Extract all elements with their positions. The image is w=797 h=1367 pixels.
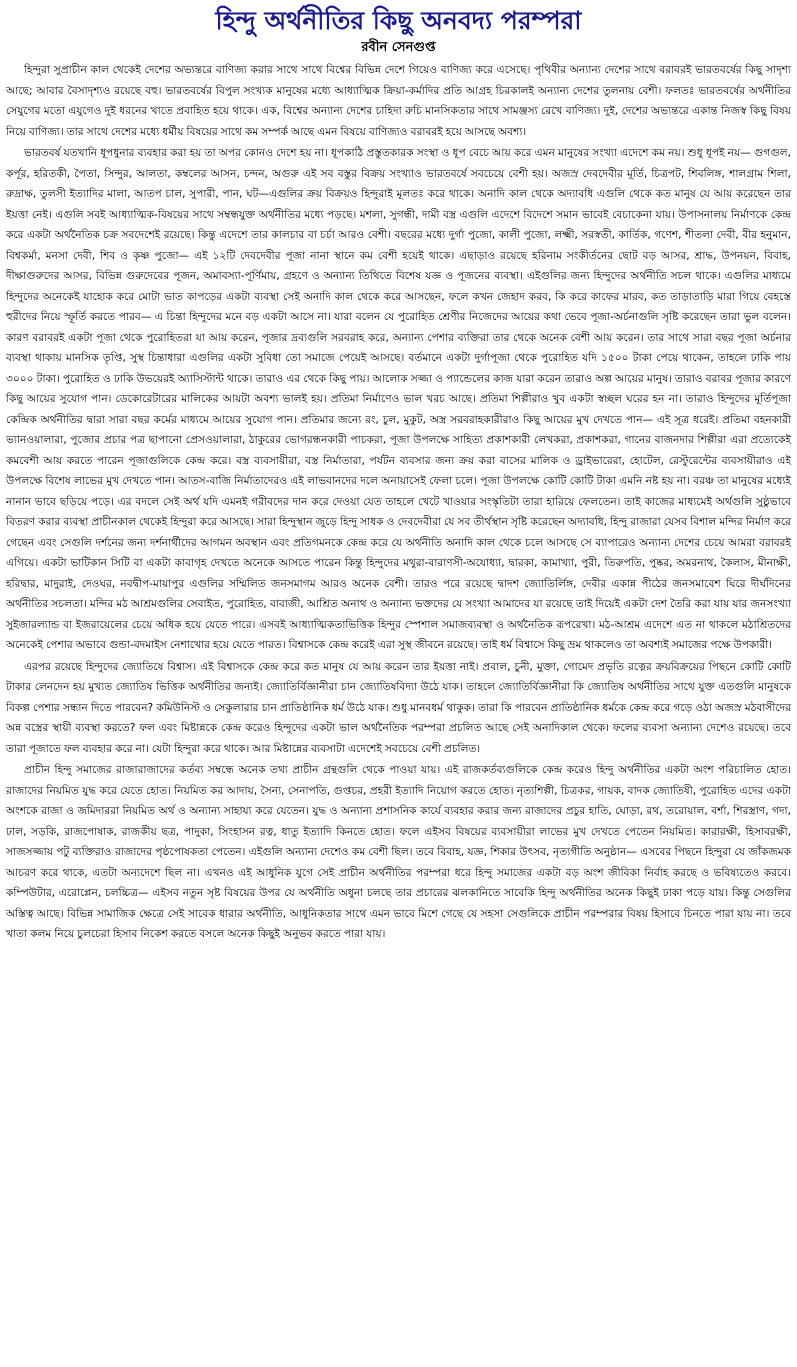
article-paragraph-2: ভারতবর্ষ যতখানি ধূপধুনার ব্যবহার করা হয় তা অপর কোনও দেশে হয় না। ধূপকাঠি প্রস্তুতকারক সংস্থা ও ধূপ বেচে আয় করে এমন মানুষের সংখ্যা এদেশে কম নয়। শুধু ধূপই নয়— গুগগুল, কর্পূর, হরিতকী, পৈতা, সিন্দুর, আলতা, কম্বলের আসন, চন্দন, অগুরু এই সব বস্তুর বিক্রয় সংখ্যাও ভারতবর্ষে সবচেয়ে বেশী হয়। অজস্র দেবদেবীর মূর্তি, চিত্রপট, শিবলিঙ্গ, শালগ্রাম শিলা, রুদ্রাক্ষ, তুলসী ইত্যাদির মালা, আতপ চাল, সুপারী, পান, ঘট—এগুলির ক্রয় বিক্রয়ও হিন্দুরাই মূলতঃ করে থাকে। অনাদি কাল থেকে অদ্যাবধি এগুলি থেকে কত মানুষ যে আয় করেছেন তার ইয়ত্তা নেই। এগুলি সবই আধ্যাত্মিক-বিষয়ের সাথে সম্বন্ধযুক্ত অর্থনীতির মধ্যে পড়ছে। মশলা, সুগন্ধী, দামী বস্ত্র এগুলি এদেশে বিদেশে সমান ভাবেই বেচাকেনা যায়। উপাসনালয় নির্মাণকে কেন্দ্র করে একটা অর্থনৈতিক চক্র সবদেশেই রয়েছে। কিন্তু এদেশে তার কালচার বা চর্চা আরও বেশী। বছরের মধ্যে দুর্গা পুজো, কালী পুজো, লক্ষ্মী, সরস্বতী, কার্তিক, গণেশ, শীতলা দেবী, বীর হনুমান, বিশ্বকর্মা, মনসা দেবী, শিব ও কৃষ্ণ পুজো— এই ১২টি দেবদেবীর পূজা নানা স্থানে কম বেশী হয়েই থাকে। এছাড়াও রয়েছে হরিনাম সংকীর্তনের ছোট বড় আসর, শ্রাদ্ধ, উপনয়ন, বিবাহ, দীক্ষাগুরুদের আসর, বিভিন্ন গুরুদেবের পূজন, অমাবস্যা-পূর্ণিমায়, গ্রহণে ও অন্যান্য তিথিতে বিশেষ যজ্ঞ ও পূজনের ব্যবস্থা। এইগুলির জন্য হিন্দুদের অর্থনীতি সচল থাকে। এগুলির মাধ্যমে হিন্দুদের অনেকেই যাহোক করে মোটা ভাত কাপড়ের একটা ব্যবস্থা সেই অনাদি কাল থেকে করে আসছেন, ফলে কখন জেহাদ করব, কি করে কাফের মারব, কত তাড়াতাড়ি মারা গিয়ে বেহস্তে হুরীদের নিয়ে স্ফূর্তি করতে পারব— এ চিন্তা হিন্দুদের মনে বড় একটা আসে না। যারা বলেন যে পুরোহিত শ্রেণীর নিজেদের আয়ের কথা ভেবে পূজা-অর্চনাগুলি সৃষ্টি করেছেন তারা ভুল বলেন। কারণ বরাবরই একটা পূজা থেকে পুরোহিতরা যা আয় করেন, পূজার দ্রব্যগুলি সরবরাহ করে, অন্যান্য পেশার ব্যক্তিরা তার থেকে অনেক বেশী আয় করেন। তার সাথে সারা বছর পূজা অর্চনার ব্যবস্থা থাকায় মানসিক তৃপ্তি, সুস্থ চিন্তাধারা এগুলির একটা সুবিধা তো সমাজে পেয়েই আসছে। বর্তমানে একটা দুর্গাপূজা থেকে পুরোহিত যদি ১৫০০ টাকা পেয়ে থাকেন, তাহলে ঢাকি পায় ৩০০০ টাকা। পুরোহিত ও ঢাকি উভয়েরই অ্যাসিস্টান্ট থাকে। তারাও এর থেকে কিছু পায়। আলোক সজ্জা ও প্যান্ডেলের কাজ যারা করেন তারাও অল্প আয়ের মানুষ। তারাও বরাবর পূজার কারণে কিছু আয়ের সুযোগ পান। ডেকোরেটারের মালিকের আয়টা অবশ্য ভালই হয়। প্রতিমা নির্মাণেও ভাল খরচ আছে। প্রতিমা শিল্পীরাও খুব একটা স্বচ্ছল ঘরের হন না। তারাও হিন্দুদের মূর্তিপূজা কেন্দ্রিক অর্থনীতির দ্বারা সারা বছর কর্মের মাধ্যমে আয়ের সুযোগ পান। প্রতিমার জন্যে রং, চুল, মুকুট, অস্ত্র সরবরাহকারীরাও কিছু আয়ের মুখ দেখতে পান— এই সূত্র ধরেই। প্রতিমা বহনকারী ভ্যানওয়ালারা, পুজোর প্রচার পত্র ছাপানো প্রেসওয়ালারা, ঠাকুরের ভোগরন্ধনকারী পাচকরা, পূজা উপলক্ষে সাহিত্য প্রকাশকারী লেখকরা, প্রকাশকরা, গানের বাজনদার শিল্পীরা এরা প্রত্যেকেই কমবেশী আয় করতে পারেন পূজাগুলিকে কেন্দ্র করে। বস্ত্র ব্যবসায়ীরা, বস্ত্র নির্মাতারা, পর্যটন ব্যবসার জন্য ক্রয় করা বাসের মালিক ও ড্রাইভারেরা, হোটেল, রেস্টুরেন্টের ব্যবসায়ীরাও এই উপলক্ষে বিশেষ লাভের মুখ দেখতে পান। আতস-বাজি নির্মাতাদেরও এই লাভবানদের দলে অনায়াসেই ফেলা চলে। পূজা উপলক্ষে কোটি কোটি টাকা এমনি নষ্ট হয় না। বরঞ্চ তা মানুষের মধ্যেই নানান ভাবে ছড়িয়ে পড়ে। এর বদলে সেই অর্থ যদি এমনই গরীবদের দান করে দেওয়া যেত তাহলে খেটে খাওয়ার সংস্কৃতিটা তারা হারিয়ে ফেলতেন। তাই কাজের মাধ্যমেই অর্থগুলি সুষ্ঠুভাবে বিতরণ করার ব্যবস্থা প্রাচীনকাল থেকেই হিন্দুরা করে আসছে। সারা হিন্দুস্থান জুড়ে হিন্দু সাধক ও দেবদেবীরা যে সব তীর্থস্থান সৃষ্টি করেছেন অদ্যাবধি, হিন্দু রাজারা যেসব বিশাল মন্দির নির্মাণ করে গেছেন এবং সেগুলি দর্শনের জন্য দর্শনার্থীদের আগমন অবস্থান এবং প্রতিগমনকে কেন্দ্র করে যে অর্থনীতি অনাদি কাল থেকে চলে আসছে সে ব্যাপারেও অন্যান্য দেশের চেয়ে আমরা বরাবরই এগিয়ে। একটা ভাটিকান সিটি বা একটা কাবাগৃহ দেখতে অনেকে আসতে পারেন কিন্তু হিন্দুদের মথুরা-বারাণসী-অযোধ্যা, দ্বারকা, কামাখ্যা, পুরী, তিরুপতি, পুষ্কর, অমরনাথ, কৈলাস, মীনাক্ষী, হরিদ্বার, মাদুরাই, দেওঘর, নবদ্বীপ-মায়াপুর এগুলির সম্মিলিত জনসমাগম আরও অনেক বেশী। তারও পরে রয়েছে দ্বাদশ জ্যোতির্লিঙ্গ, দেবীর একান্ন পীঠের জনসমাবেশ ঘিরে দীর্ঘদিনের অর্থনীতির সচলতা। মন্দির মঠ আশ্রমগুলির সেবাইত, পুরোহিত, বাবাজী, আশ্রিত অনাথ ও অন্যান্য ভক্তদের যে সংখ্যা আমাদের যা রয়েছে তাই দিয়েই একটা দেশ তৈরি করা যায় যার জনসংখ্যা সুইজারল্যান্ড বা ইজরায়েলের চেয়ে অধিক হয়ে যেতে পারে। এসবই আধ্যাত্মিকতাভিত্তিক হিন্দুর স্পেশাল সমাজব্যবস্থা ও অর্থনৈতিক রূপরেখা। মঠ-আশ্রম এদেশে এত না থাকলে মঠাশ্রিতদের অনেকেই পেশার অভাবে গুন্ডা-বদমাইস নেশাখোর হয়ে যেতে পারত। বিশ্বাসকে কেন্দ্র করেই এরা সুস্থ জীবনে রয়েছে। তাই ধর্ম বিশ্বাসে কিছু ভ্রম থাকলেও তা অবশ্যই সমাজের পক্ষে উপকারী। (6, 147, 791, 651)
article-author: রবীন সেনগুপ্ত (361, 40, 436, 55)
article-title: হিন্দু অর্থনীতির কিছু অনবদ্য পরম্পরা (215, 6, 582, 35)
article-paragraph-4: প্রাচীন হিন্দু সমাজের রাজারাজাদের কর্তব্য সম্বন্ধে অনেক তথ্য প্রাচীন গ্রন্থগুলি থেকে পাওয়া যায়। এই রাজকর্তব্যগুলিকে কেন্দ্র করেও হিন্দু অর্থনীতির একটা অংশ পরিচালিত হোত। রাজাদের নিয়মিত যুদ্ধ করে যেতে হোত। নিয়মিত কর আদায়, সৈন্য, সেনাপতি, গুপ্তচর, প্রহরী ইত্যাদি নিয়োগ করতে হোত। নৃত্যশিল্পী, চিত্রকর, গায়ক, বাদক জ্যোতিষী, পুরোহিত এদের একটা অংশকে রাজা ও জমিদাররা নিয়মিত অর্থ ও অন্যান্য সাহায্য করে যেতেন। যুদ্ধ ও অন্যান্য প্রশাসনিক কার্যে ব্যবহার করার জন্য রাজাদের প্রচুর হাতি, ঘোড়া, রথ, তরোয়াল, বর্শা, শিরস্ত্রাণ, গদা, ঢাল, সড়কি, রাজপোষাক, রাজকীয় ছত্র, পাদুকা, সিংহাসন রত্ন, ধাতু ইত্যাদি কিনতে হোত। ফলে এইসব বিষয়ের ব্যবসায়ীরা লাভের মুখ দেখতে পেতেন নিয়মিত। কারারক্ষী, হিসাবরক্ষী, সাজসজ্জায় পটু ব্যক্তিরাও রাজাদের পৃষ্ঠপোষকতা পেতেন। এইগুলি অন্যান্য দেশেও কম বেশী ছিল। তবে বিবাহ, যজ্ঞ, শিকার উৎসব, নৃত্যগীতি অনুষ্ঠান— এসবের পিছনে হিন্দুরা যে জাঁকজমক আচরণ করে থাকে, এতটা অন্যদেশে ছিল না। এখনও এই আধুনিক যুগে সেই প্রাচীন অর্থনীতির পরম্পরা ধরে হিন্দু সমাজের একটা বড় অংশ জীবিকা নির্বাহ করছে ও ভবিষ্যতেও করবে। কম্পিউটার, এরোপ্লেন, চলচ্চিত্র— এইসব নতুন সৃষ্ট বিষয়ের উপর যে অর্থনীতি অধুনা চলছে তার প্রচারের ঝলকানিতে সাবেকি হিন্দু অর্থনীতির অনেক কিছুই ঢাকা পড়ে যায়। কিন্তু সেগুলির অস্তিত্ব আছে। বিভিন্ন সামাজিক ক্ষেত্রে সেই সাবেক ধারার অর্থনীতি, আধুনিকতার সাথে এমন ভাবে মিশে গেছে যে সহসা সেগুলিকে প্রাচীন পরম্পরার বিষয় হিসাবে চিনতে পারা যায় না। তবে খাতা কলম নিয়ে চুলচেরা হিসাব নিকেশ করতে বসলে অনেক কিছুই অনুভব করতে পারা যায়। (6, 764, 791, 940)
article-paragraph-1: হিন্দুরা সুপ্রাচীন কাল থেকেই দেশের অভ্যন্তরে বাণিজ্য করার সাথে সাথে বিশ্বের বিভিন্ন দেশে গিয়েও বাণিজ্য করে এসেছে। পৃথিবীর অন্যান্য দেশের সাথে বরাবরই ভারতবর্ষের কিছু সাদৃশ্য আছে; আবার বৈসাদৃশ্যও রয়েছে বহু। ভারতবর্ষের বিপুল সংখ্যক মানুষের মধ্যে আধ্যাত্মিক ক্রিয়া-কর্মাদির প্রতি আগ্রহ চিরকালই অন্যান্য দেশের তুলনায় বেশী। ফলতঃ ভারতবর্ষের অর্থনীতির সেযুগের মতো এযুগেও দুই ধরনের খাতে প্রবাহিত হয়ে থাকে। এক, বিশ্বের অন্যান্য দেশের চাহিদা রুচি মানসিকতার সাথে সামঞ্জস্য রেখে বাণিজ্য। দুই, দেশের অভ্যন্তরে একান্ত নিজস্ব কিছু বিষয় নিয়ে বাণিজ্য। তার সাথে দেশের মধ্যে ধর্মীয় বিষয়ের সাথে কম সম্পর্ক আছে এমন বিষয়ে বাণিজ্যও বরাবরই হয়ে আসছে অবশ্য। (6, 64, 791, 138)
article-paragraph-3: এরপর রয়েছে হিন্দুদের জ্যোতিষে বিশ্বাস। এই বিশ্বাসকে কেন্দ্র করে কত মানুষ যে আয় করেন তার ইয়ত্তা নাই। প্রবাল, চুনী, মুক্তা, গোমেদ প্রভৃতি রত্নের ক্রয়বিক্রয়ের পিছনে কোটি কোটি টাকার লেনদেন হয় মুখ্যত জ্যোতিষ ভিত্তিক অর্থনীতির জন্যই। জ্যোতির্বিজ্ঞানীরা চান জ্যোতিষবিদ্যা উঠে যাক। তাহলে জ্যোতির্বিজ্ঞানীরা কি জ্যোতিষ অর্থনীতির সাথে যুক্ত এতগুলি মানুষকে বিকল্প পেশার সন্ধান দিতে পারবেন? কমিউনিস্ট ও সেকুলারার চান প্রাতিষ্ঠানিক ধর্ম উঠে যাক। শুধু মানবধর্ম থাকুক। তারা কি পারবেন প্রাতিষ্ঠানিক ধর্মকে কেন্দ্র করে গড়ে ওঠা অজস্র মঠবাসীদের অন্ন বস্ত্রের স্থায়ী ব্যবস্থা করতে? ফল এবং মিষ্টান্নকে কেন্দ্র করেও হিন্দুদের একটা ভাল অর্থনৈতিক পরম্পরা প্রচলিত আছে সেই অনাদিকাল থেকে। ফলের ব্যবসা অন্যান্য দেশেও রয়েছে। তবে তারা পূজাতে ফল ব্যবহার করে না। যেটা হিন্দুরা করে থাকে। আর মিষ্টান্নের ব্যবসাটা এদেশেই সবচেয়ে বেশী প্রচলিত। (6, 660, 791, 755)
